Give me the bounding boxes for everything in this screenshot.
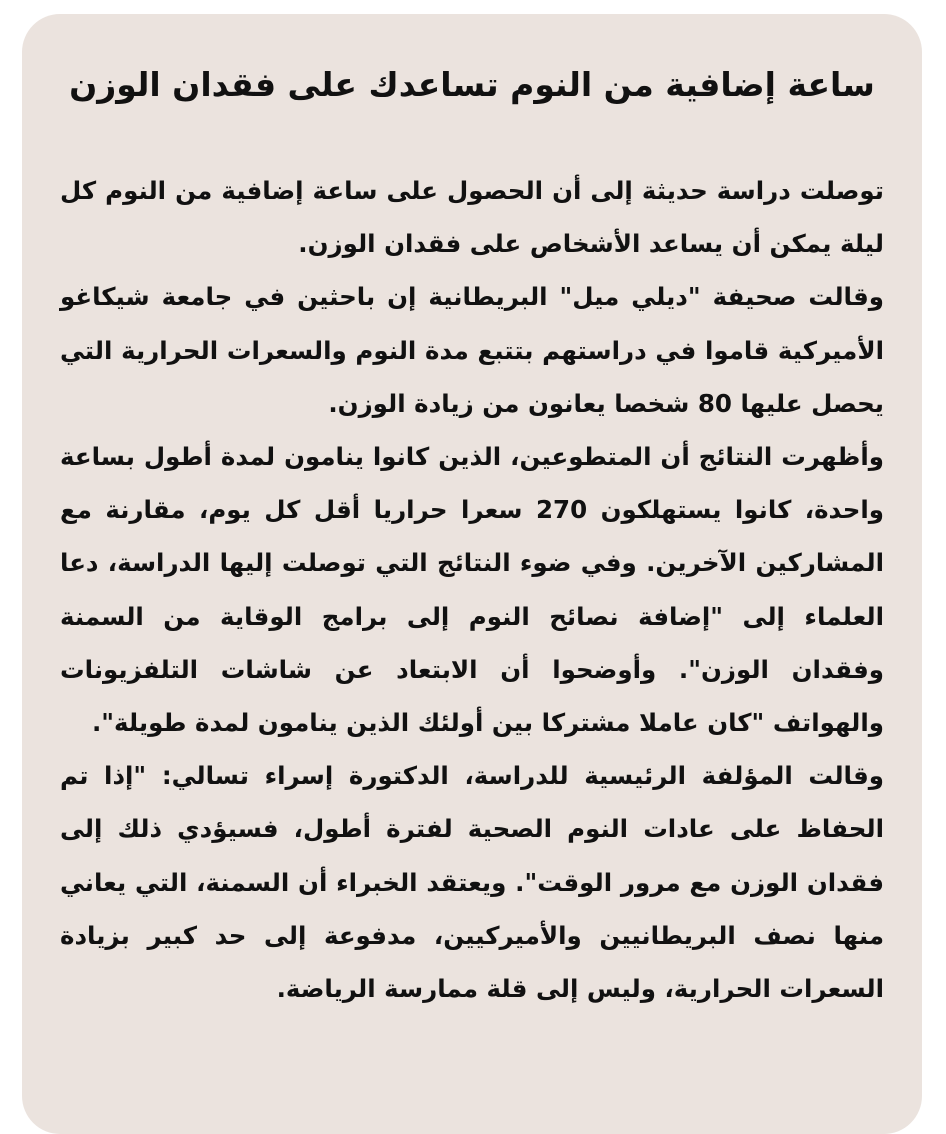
article-card [22,14,922,1134]
article-headline: ساعة إضافية من النوم تساعدك على فقدان الوزن [69,65,875,104]
article-paragraph-4: وقالت المؤلفة الرئيسية للدراسة، الدكتورة إسراء تسالي: "إذا تم الحفاظ على عادات النوم الصحية لفترة أطول، فسيؤدي ذلك إلى فقدان الوزن مع مرور الوقت". ويعتقد الخبراء أن السمنة، التي يعاني منها نصف البريطانيين والأميركيين، مدفوعة إلى حد كبير بزيادة السعرات الحرارية، وليس إلى قلة ممارسة الرياضة. [60,761,884,1004]
article-paragraph-3: وأظهرت النتائج أن المتطوعين، الذين كانوا ينامون لمدة أطول بساعة واحدة، كانوا يستهلكون 270 سعرا حراريا أقل كل يوم، مقارنة مع المشاركين الآخرين. وفي ضوء النتائج التي توصلت إليها الدراسة، دعا العلماء إلى "إضافة نصائح النوم إلى برامج الوقاية من السمنة وفقدان الوزن". وأوضحوا أن الابتعاد عن شاشات التلفزيونات والهواتف "كان عاملا مشتركا بين أولئك الذين ينامون لمدة طويلة". [60,442,884,738]
article-body [60,164,884,1015]
article-paragraph-1: توصلت دراسة حديثة إلى أن الحصول على ساعة إضافية من النوم كل ليلة يمكن أن يساعد الأشخاص على فقدان الوزن. [60,176,884,259]
article-paragraph-2: وقالت صحيفة "ديلي ميل" البريطانية إن باحثين في جامعة شيكاغو الأميركية قاموا في دراستهم بتتبع مدة النوم والسعرات الحرارية التي يحصل عليها 80 شخصا يعانون من زيادة الوزن. [60,282,884,418]
